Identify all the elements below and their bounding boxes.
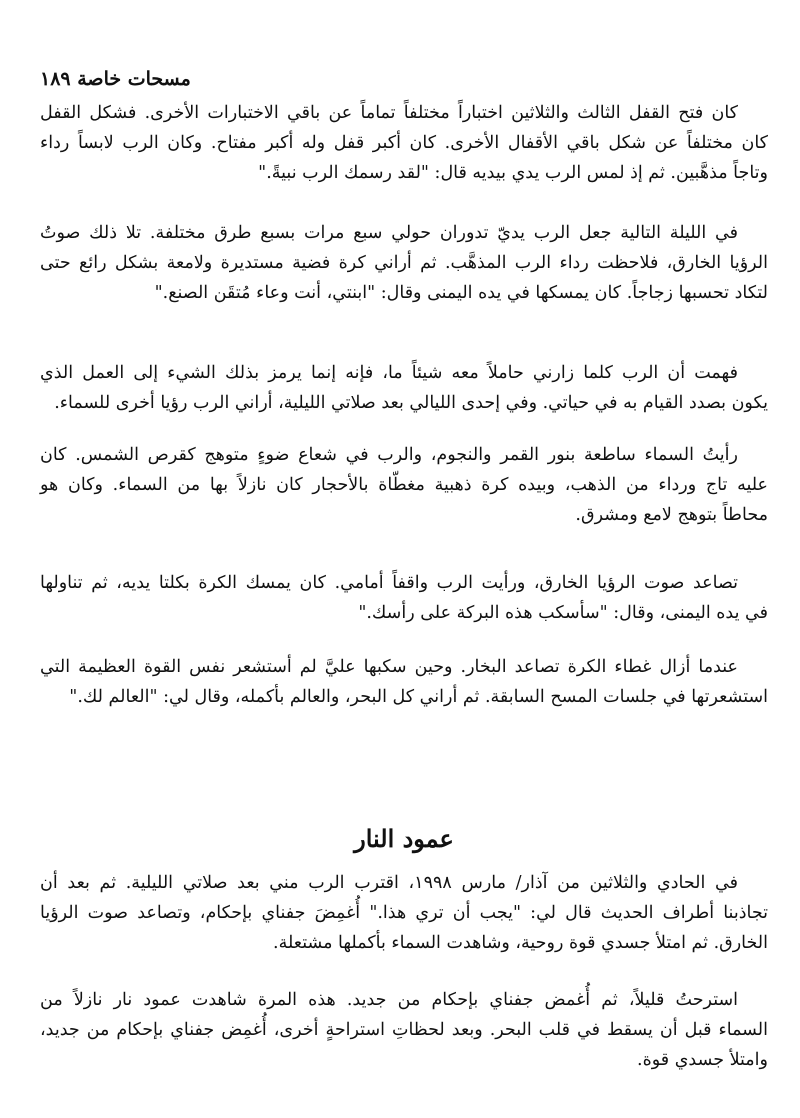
paragraph	[40, 985, 768, 1075]
text-line: وامتلأ جسدي قوة.	[637, 1050, 768, 1070]
text-line: في يده اليمنى، وقال: "سأسكب هذه البركة على رأسك."	[358, 603, 768, 623]
text-line: في الليلة التالية جعل الرب يديّ تدوران حولي سبع مرات بسبع طرق مختلفة. تلا ذلك صوتُ	[40, 223, 738, 243]
paragraph	[40, 358, 768, 418]
text-line: تصاعد صوت الرؤيا الخارق، ورأيت الرب واقفاً أمامي. كان يمسك الكرة بكلتا يديه، ثم تناولها	[40, 573, 738, 593]
page-number: ١٨٩	[40, 68, 71, 90]
paragraph	[40, 98, 768, 188]
running-title: مسحات خاصة	[77, 68, 191, 90]
text-line: في الحادي والثلاثين من آذار/ مارس ١٩٩٨، اقترب الرب مني بعد صلاتي الليلية. ثم بعد أن	[40, 873, 738, 893]
paragraph	[40, 440, 768, 530]
text-line: كان مختلفاً عن شكل باقي الأقفال الأخرى. كان أكبر قفل وله أكبر مفتاح. وكان الرب لابساً رداء	[40, 133, 768, 153]
text-line: عليه تاج ورداء من الذهب، وبيده كرة ذهبية مغطّاة بالأحجار كان نازلاً بها من السماء. وكان هو	[40, 475, 768, 495]
text-line: رأيتُ السماء ساطعة بنور القمر والنجوم، والرب في شعاع ضوءٍ متوهج كقرص الشمس. كان	[40, 445, 738, 465]
paragraph	[40, 218, 768, 308]
text-line: وتاجاً مذهَّبين. ثم إذ لمس الرب يدي بيديه قال: "لقد رسمك الرب نبيةً."	[258, 163, 768, 183]
paragraph	[40, 568, 768, 628]
paragraph	[40, 868, 768, 958]
text-line: يكون بصدد القيام به في حياتي. وفي إحدى الليالي بعد صلاتي الليلية، أراني الرب رؤيا أخرى للسماء.	[54, 393, 768, 413]
text-line: كان فتح القفل الثالث والثلاثين اختباراً مختلفاً تماماً عن باقي الاختبارات الأخرى. فشكل القفل	[40, 103, 738, 123]
running-header	[40, 68, 191, 90]
text-line: الخارق. ثم امتلأ جسدي قوة روحية، وشاهدت السماء بأكملها مشتعلة.	[273, 933, 768, 953]
text-line: تجاذبنا أطراف الحديث قال لي: "يجب أن تري هذا." أُغمِضَ جفناي بإحكام، وتصاعد صوت الرؤيا	[40, 903, 768, 923]
text-line: فهمت أن الرب كلما زارني حاملاً معه شيئاً ما، فإنه إنما يرمز بذلك الشيء إلى العمل الذي	[40, 363, 738, 383]
text-line: الرؤيا الخارق، فلاحظت رداء الرب المذهَّب. ثم أراني كرة فضية مستديرة ولامعة بشكل رائع حتى	[40, 253, 768, 273]
text-line: استشعرتها في جلسات المسح السابقة. ثم أراني كل البحر، والعالم بأكمله، وقال لي: "العالم لك."	[69, 687, 768, 707]
text-line: محاطاً بتوهج لامع ومشرق.	[575, 505, 768, 525]
text-line: لتكاد تحسبها زجاجاً. كان يمسكها في يده اليمنى وقال: "ابنتي، أنت وعاء مُتقَن الصنع."	[154, 283, 768, 303]
section-heading: عمود النار	[354, 824, 454, 853]
text-line: عندما أزال غطاء الكرة تصاعد البخار. وحين سكبها عليَّ لم أستشعر نفس القوة العظيمة التي	[40, 657, 738, 677]
text-line: السماء قبل أن يسقط في قلب البحر. وبعد لحظاتِ استراحةٍ أخرى، أُغمِض جفناي بإحكام من جديد،	[40, 1020, 768, 1040]
text-line: استرحتُ قليلاً، ثم أُغمض جفناي بإحكام من جديد. هذه المرة شاهدت عمود نار نازلاً من	[40, 990, 738, 1010]
paragraph	[40, 652, 768, 712]
